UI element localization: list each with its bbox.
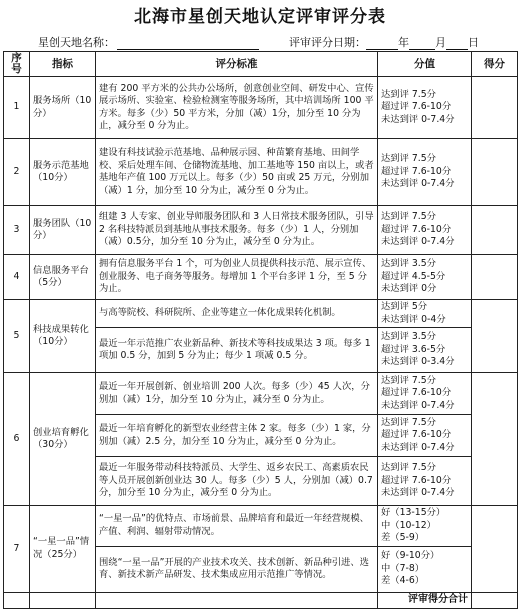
score-range-line: 未达到评 0-7.4分 <box>381 487 455 499</box>
score-table <box>3 51 518 609</box>
table-row <box>4 139 518 206</box>
header-index: 序号 <box>4 52 30 77</box>
score-range-line: 未达到评 0-7.4分 <box>381 399 455 411</box>
score-range-line: 未达到评 0-4分 <box>381 313 446 325</box>
total-score-cell[interactable] <box>472 592 518 608</box>
scoring-standard: 建有 200 平方米的公共办公场所，创意创业空间、研发中心、宣传展示场所、实验室、检验检测室等服务场所，其中培训场所 100 平方米。每多（少）50 平方米，分加（减）1分，加分至 10 分为止，减分至 0 分为止。 <box>96 77 378 139</box>
score-range-line: 超过评 7.6-10分 <box>381 387 452 399</box>
score-range-line: 达到评 7.5分 <box>381 374 436 386</box>
score-range <box>378 373 472 415</box>
score-range-line: 超过评 7.6-10分 <box>381 474 452 486</box>
score-input-cell[interactable] <box>472 506 518 593</box>
scoring-standard: 最近一年开展创新、创业培训 200 人次。每多（少）45 人次，分别加（减）1分，加分至 10 分为止，减分至 0 分为止。 <box>96 373 378 415</box>
score-range-line: 达到评 7.5分 <box>381 88 436 100</box>
score-range-line: 达到评 3.5分 <box>381 258 436 270</box>
total-blank-index <box>4 592 30 608</box>
header-score: 得分 <box>472 52 518 77</box>
form-fields <box>0 30 520 52</box>
score-range-line: 好（13-15分） <box>381 507 446 518</box>
page-title: 北海市星创天地认定评审评分表 <box>134 7 386 27</box>
score-range <box>378 255 472 300</box>
name-label: 星创天地名称： <box>38 36 115 49</box>
header-standard: 评分标准 <box>96 52 378 77</box>
score-range-line: 达到评 5分 <box>381 301 428 312</box>
row-indicator: 信息服务平台（5分） <box>30 255 96 300</box>
month-label: 月 <box>435 36 446 49</box>
header-value: 分值 <box>378 52 472 77</box>
year-input-line[interactable] <box>366 37 398 50</box>
score-range <box>378 300 472 328</box>
row-indicator: 服务团队（10分） <box>30 206 96 255</box>
total-blank-indicator <box>30 592 96 608</box>
total-row <box>4 592 518 608</box>
score-range <box>378 328 472 373</box>
score-range <box>378 457 472 506</box>
score-range-line: 超过评 7.6-10分 <box>381 223 452 235</box>
row-index: 4 <box>4 255 30 300</box>
score-range-line: 达到评 7.5分 <box>381 211 436 223</box>
day-label: 日 <box>468 36 479 49</box>
score-input-cell[interactable] <box>472 300 518 373</box>
row-index: 3 <box>4 206 30 255</box>
score-range-line: 好（9-10分） <box>381 550 440 562</box>
score-input-cell[interactable] <box>472 255 518 300</box>
header-row <box>4 52 518 77</box>
score-range-line: 未达到评 0-3.4分 <box>381 356 455 368</box>
score-input-cell[interactable] <box>472 139 518 206</box>
row-indicator: 服务场所（10分） <box>30 77 96 139</box>
table-body <box>4 77 518 593</box>
row-indicator: “一星一品”情况（25分） <box>30 506 96 593</box>
score-range-line: 中（7-8） <box>381 562 425 574</box>
scoring-standard: 围绕“一星一品”开展的产业技术攻关、技术创新、新品种引进、选育、新技术新产品研发、技术集成应用示范推广等情况。 <box>96 546 378 592</box>
row-index: 7 <box>4 506 30 593</box>
name-input-line[interactable] <box>117 37 259 50</box>
score-input-cell[interactable] <box>472 206 518 255</box>
year-label: 年 <box>398 36 409 49</box>
scoring-standard: 与高等院校、科研院所、企业等建立一体化成果转化机制。 <box>96 300 378 328</box>
score-range-line: 达到评 7.5分 <box>381 416 436 428</box>
name-field <box>38 34 259 50</box>
score-range-line: 中（10-12） <box>381 519 436 531</box>
score-range <box>378 206 472 255</box>
score-range-line: 达到评 7.5分 <box>381 462 436 474</box>
scoring-standard: 最近一年服务带动科技特派员、大学生、返乡农民工、高素质农民等人员开展创新创业达 30 人。每多（少）5 人，分别加（减）0.7分，加分至 10 分为止，减分至 0 分为止。 <box>96 457 378 506</box>
date-label: 评审评分日期： <box>289 36 366 49</box>
table-row <box>4 77 518 139</box>
score-range-line: 超过评 7.6-10分 <box>381 101 452 113</box>
score-range-line: 未达到评 0分 <box>381 283 437 295</box>
score-range-line: 未达到评 0-7.4分 <box>381 236 455 248</box>
score-range-line: 未达到评 0-7.4分 <box>381 441 455 453</box>
score-range-line: 未达到评 0-7.4分 <box>381 113 455 125</box>
row-indicator: 服务示范基地（10分） <box>30 139 96 206</box>
month-input-line[interactable] <box>409 37 435 50</box>
score-input-cell[interactable] <box>472 77 518 139</box>
scoring-standard: 拥有信息服务平台 1 个，可为创业人员提供科技示范、展示宣传、创业服务、电子商务等服务。每增加 1 个平台多评 1 分，至 5 分为止。 <box>96 255 378 300</box>
score-range-line: 差（4-6） <box>381 575 425 587</box>
score-range <box>378 139 472 206</box>
score-range-line: 超过评 4.5-5分 <box>381 270 446 282</box>
score-input-cell[interactable] <box>472 373 518 506</box>
score-range-line: 超过评 3.6-5分 <box>381 343 446 355</box>
row-indicator: 创业培育孵化（30分） <box>30 373 96 506</box>
score-range-line: 达到评 3.5分 <box>381 331 436 343</box>
score-range <box>378 77 472 139</box>
score-range-line: 差（5-9） <box>381 532 425 543</box>
total-blank-standard <box>96 592 378 608</box>
table-row <box>4 373 518 415</box>
scoring-standard: “一星一品”的优特点、市场前景、品牌培育和最近一年经营规模、产值、利润、辐射带动情况。 <box>96 506 378 547</box>
date-field <box>289 34 479 50</box>
score-range-line: 未达到评 0-7.4分 <box>381 178 455 190</box>
row-indicator: 科技成果转化（10分） <box>30 300 96 373</box>
table-row <box>4 255 518 300</box>
scoring-standard: 最近一年示范推广农业新品种、新技术等科技成果达 3 项。每多 1 项加 0.5 分，加到 5 分为止；每少 1 项减 0.5 分。 <box>96 328 378 373</box>
table-row <box>4 300 518 328</box>
header-indicator: 指标 <box>30 52 96 77</box>
score-range <box>378 506 472 547</box>
table-row <box>4 506 518 547</box>
row-index: 6 <box>4 373 30 506</box>
score-range <box>378 546 472 592</box>
table-row <box>4 206 518 255</box>
scoring-standard: 建设有科技试验示范基地、品种展示园、种苗繁育基地、田间学校、采后处理车间、仓储物流基地、加工基地等 150 亩以上，或者基地年产值 100 万元以上。每多（少）50 亩或 25 万元，分别加（减）1 分，加分至 10 分为止，减分至 0 分为止。 <box>96 139 378 206</box>
row-index: 2 <box>4 139 30 206</box>
score-range-line: 超过评 7.6-10分 <box>381 429 452 441</box>
score-range-line: 超过评 7.6-10分 <box>381 165 452 177</box>
score-range <box>378 415 472 457</box>
scoring-standard: 组建 3 人专家、创业导师服务团队和 3 人日常技术服务团队，引导 2 名科技特派员到基地从事技术服务。每多（少）1 人，分别加（减）0.5分，加分至 10 分为止，减分至 0 分为止。 <box>96 206 378 255</box>
scoring-standard: 最近一年培育孵化的新型农业经营主体 2 家。每多（少）1 家，分别加（减）2.5 分，加分至 10 分为止，减分至 0 分为止。 <box>96 415 378 457</box>
total-label: 评审得分合计 <box>378 592 472 608</box>
row-index: 5 <box>4 300 30 373</box>
day-input-line[interactable] <box>446 37 468 50</box>
score-range-line: 达到评 7.5分 <box>381 153 436 165</box>
row-index: 1 <box>4 77 30 139</box>
